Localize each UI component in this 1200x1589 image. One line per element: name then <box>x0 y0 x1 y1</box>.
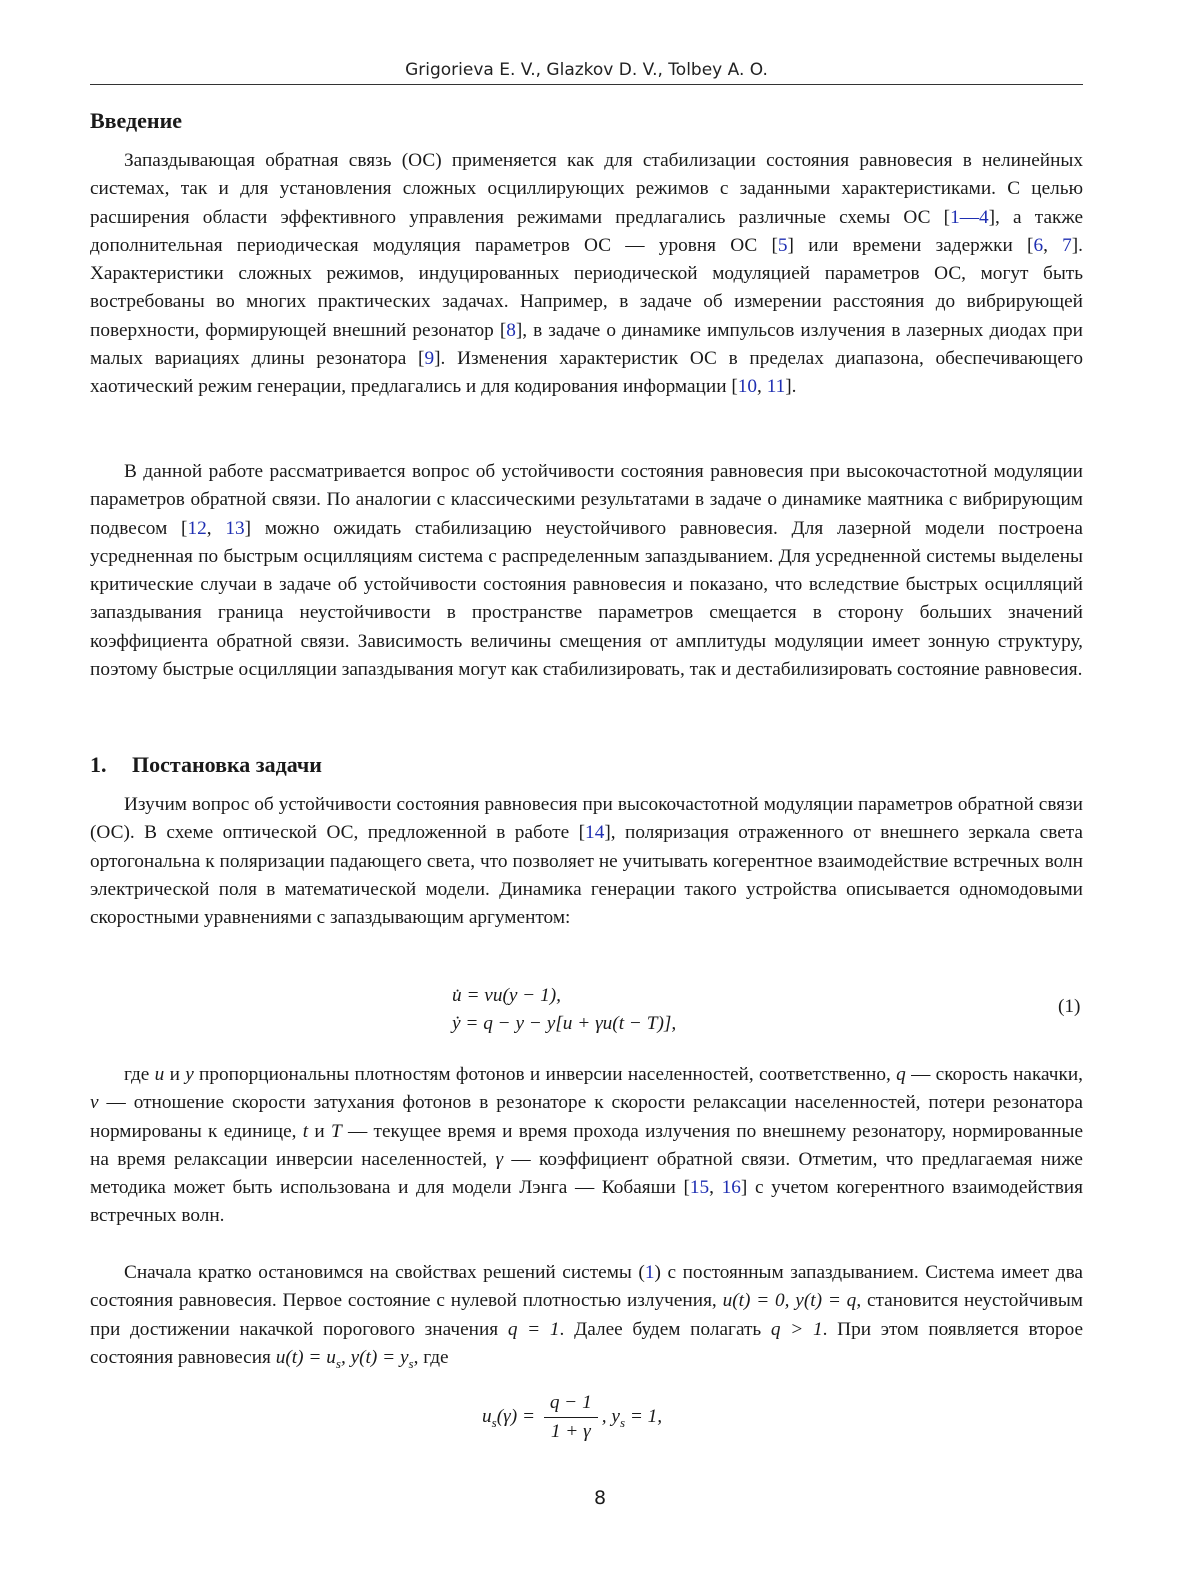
page-number: 8 <box>593 1487 607 1509</box>
section-1-paragraph-3: Сначала кратко остановимся на свойствах решений системы (1) с постоянным запаздыванием. Система имеет два состояния равновесия. Первое состояние с нулевой плотностью излучения, u(t) = 0, y(t) = q, становится неустойчивым при достижении накачкой порогового значения q = 1. Далее будем полагать q > 1. При этом появляется второе состояния равновесия $u(t) = u_s$, $y(t) = y_s$, где <box>90 1262 1084 1371</box>
citation-link[interactable]: 9 <box>424 348 435 370</box>
citation-link[interactable]: 5 <box>777 234 788 256</box>
citation-link[interactable]: 16 <box>721 1177 741 1199</box>
equation-1-line-1: u̇ = vu(y − 1), <box>452 985 562 1006</box>
citation-link[interactable]: 6 <box>1033 234 1044 256</box>
fraction: $\frac{q - 1}{1 + \gamma}$ <box>544 1390 598 1445</box>
section-title: Постановка задачи <box>132 752 322 777</box>
section-1-paragraph-2: где u и y пропорциональны плотностям фотонов и инверсии населенностей, соответственно, q — скорость накачки, v — отношение скорости затухания фотонов в резонаторе к скорости релаксации населенностей, потери резонатора нормированы к единице, t и T — текущее время и время прохода излучения по внешнему резонатору, нормированные на время релаксации инверсии населенностей, γ — коэффициент обратной связи. Отметим, что предлагаемая ниже методика может быть использована и для модели Лэнга — Кобаяши [15, 16] с учетом когерентного взаимодействия встречных волн. <box>90 1064 1084 1227</box>
citation-link[interactable]: 12 <box>187 517 207 539</box>
citation-link[interactable]: 8 <box>506 319 516 341</box>
citation-link[interactable]: 13 <box>225 517 245 539</box>
equation-2: $u_s(\gamma)$ = $\frac{q - 1}{1 + \gamma}$ , $y_s = 1$, <box>482 1390 662 1445</box>
section-number: 1. <box>90 752 107 777</box>
equation-1-line-2: ẏ = q − y − y[u + γu(t − T)], <box>452 1013 677 1034</box>
intro-heading: Введение <box>90 108 183 133</box>
citation-link[interactable]: 7 <box>1062 234 1072 256</box>
intro-paragraph-2: В данной работе рассматривается вопрос об устойчивости состояния равновесия при высокочастотной модуляции параметров обратной связи. По аналогии с классическими результатами в задаче о динамике маятника с вибрирующим подвесом [12, 13] можно ожидать стабилизацию неустойчивого равновесия. Для лазерной модели построена усредненная по быстрым осцилляциям система с распределенным запаздыванием. Для усредненной системы выделены критические случаи в задаче об устойчивости состояния равновесия и показано, что вследствие быстрых осцилляций запаздывания граница неустойчивости в пространстве параметров смещается в сторону больших значений коэффициента обратной связи. Зависимость величины смещения от амплитуды модуляции имеет зонную структуру, поэтому быстрые осцилляции запаздывания могут как стабилизировать, так и дестабилизировать состояние равновесия. <box>90 461 1083 681</box>
intro-paragraph-1: Запаздывающая обратная связь (ОС) применяется как для стабилизации состояния равновесия в нелинейных системах, так и для установления сложных осциллирующих режимов с заданными характеристиками. С целью расширения области эффективного управления режимами предлагались различные схемы ОС [1—4], а также дополнительная периодическая модуляция параметров ОС — уровня ОС [5] или времени задержки [6, 7]. Характеристики сложных режимов, индуцированных периодической модуляцией параметров ОС, могут быть востребованы во многих практических задачах. Например, в задаче об измерении расстояния до вибрирующей поверхности, формирующей внешний резонатор [8], в задаче о динамике импульсов излучения в лазерных диодах при малых вариациях длины резонатора [9]. Изменения характеристик ОС в пределах диапазона, обеспечивающего хаотический режим генерации, предлагались и для кодирования информации [10, 11]. <box>90 150 1084 398</box>
section-1-heading <box>90 752 322 778</box>
citation-link[interactable]: 10 <box>737 376 758 398</box>
running-header: Grigorieva E. V., Glazkov D. V., Tolbey A. O. <box>90 58 1083 85</box>
citation-link[interactable]: 11 <box>766 376 786 398</box>
section-1-paragraph-1: Изучим вопрос об устойчивости состояния равновесия при высокочастотной модуляции параметров обратной связи (ОС). В схеме оптической ОС, предложенной в работе [14], поляризация отраженного от внешнего зеркала света ортогональна к поляризации падающего света, что позволяет не учитывать когерентное взаимодействие встречных волн электрической поля в математической модели. Динамика генерации такого устройства описывается одномодовыми скоростными уравнениями с запаздывающим аргументом: <box>90 794 1083 929</box>
equation-number: (1) <box>1058 996 1081 1017</box>
equation-reference-link[interactable]: 1 <box>644 1262 655 1283</box>
citation-link[interactable]: 14 <box>585 822 605 844</box>
citation-link[interactable]: 15 <box>689 1177 710 1199</box>
citation-link[interactable]: 1—4 <box>950 206 989 228</box>
